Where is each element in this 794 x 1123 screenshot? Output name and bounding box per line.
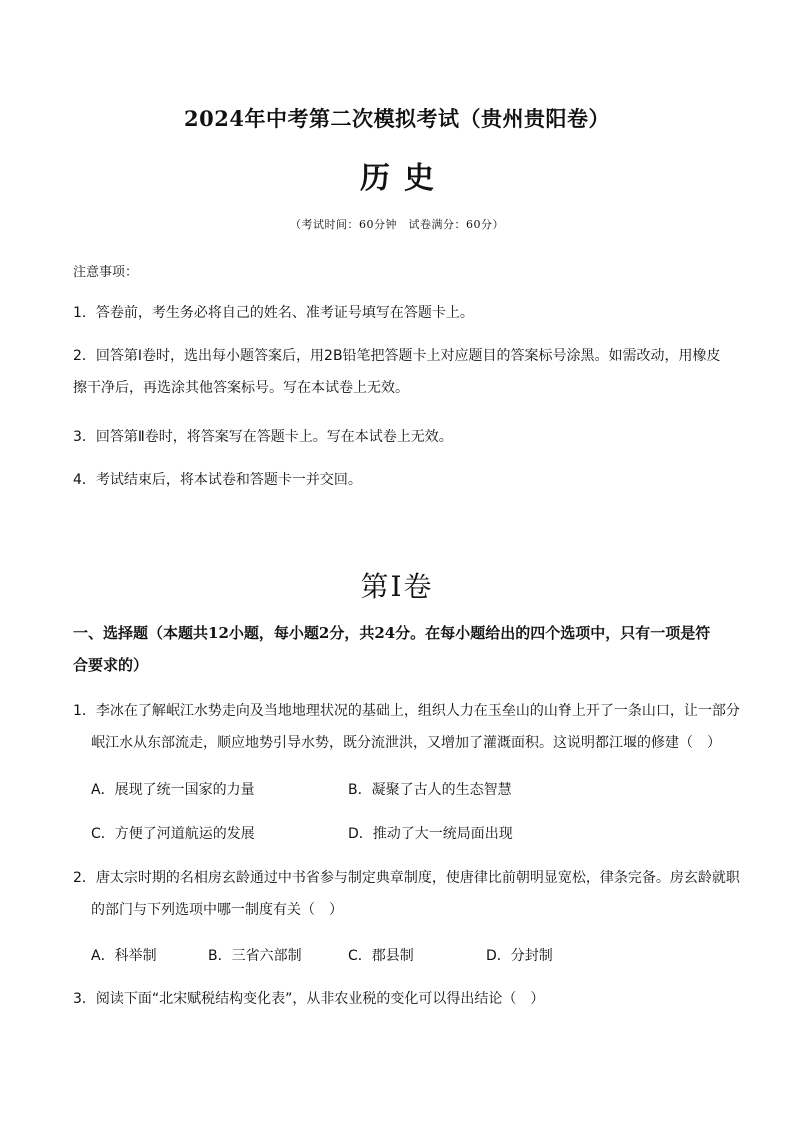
subject-title: 历史 — [360, 161, 448, 196]
option-d: D．分封制 — [486, 948, 553, 964]
option-d: D．推动了大一统局面出现 — [348, 826, 513, 842]
question-stem: 3．阅读下面“北宋赋税结构变化表”，从非农业税的变化可以得出结论（ ） — [73, 991, 545, 1007]
option-b: B．凝聚了古人的生态智慧 — [348, 782, 512, 798]
question-stem: 1．李冰在了解岷江水势走向及当地地理状况的基础上，组织人力在玉垒山的山脊上开了一条山口，让一部分岷江水从东部流走，顺应地势引导水势，既分流泄洪，又增加了灌溉面积。这说明都江堰的修建（ ） — [73, 703, 740, 751]
section-heading: 一、选择题（本题共12小题，每小题2分，共24分。在每小题给出的四个选项中，只有一项是符合要求的） — [73, 624, 711, 674]
option-c: C．方便了河道航运的发展 — [91, 826, 255, 842]
note-item: 4．考试结束后，将本试卷和答题卡一并交回。 — [73, 472, 362, 488]
note-item: 2．回答第Ⅰ卷时，选出每小题答案后，用2B铅笔把答题卡上对应题目的答案标号涂黑。如需改动，用橡皮擦干净后，再选涂其他答案标号。写在本试卷上无效。 — [73, 348, 721, 396]
exam-info: （考试时间：60分钟 试卷满分：60分） — [290, 218, 504, 231]
exam-title: 2024年中考第二次模拟考试（贵州贵阳卷） — [184, 106, 610, 131]
option-a: A．科举制 — [91, 948, 157, 964]
option-a: A．展现了统一国家的力量 — [91, 782, 255, 798]
note-item: 3．回答第Ⅱ卷时，将答案写在答题卡上。写在本试卷上无效。 — [73, 429, 453, 445]
question-stem: 2．唐太宗时期的名相房玄龄通过中书省参与制定典章制度，使唐律比前朝明显宽松，律条完备。房玄龄就职的部门与下列选项中哪一制度有关（ ） — [73, 870, 740, 918]
notes-heading: 注意事项： — [73, 265, 139, 280]
volume-title: 第Ⅰ卷 — [360, 570, 434, 603]
option-b: B．三省六部制 — [208, 948, 302, 964]
option-c: C．郡县制 — [348, 948, 414, 964]
note-item: 1．答卷前，考生务必将自己的姓名、准考证号填写在答题卡上。 — [73, 305, 474, 321]
